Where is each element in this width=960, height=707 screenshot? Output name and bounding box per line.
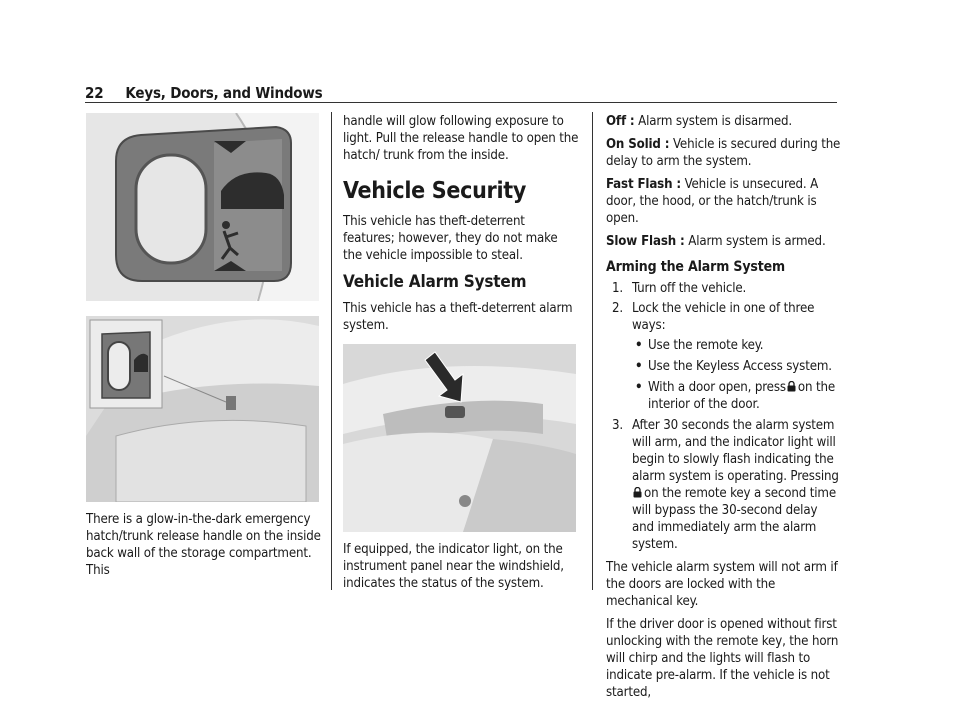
bullet-remote-key: • Use the remote key. — [632, 337, 842, 354]
step-number: 3. — [612, 418, 624, 433]
lock-icon — [633, 487, 642, 498]
continued-text: handle will glow following exposure to light. Pull the release handle to open the hatch/ trunk from the inside. — [343, 114, 579, 163]
step-1 — [606, 280, 842, 297]
status-fast-flash — [606, 176, 842, 227]
storage-compartment-illustration — [86, 316, 319, 502]
column-divider-1 — [331, 112, 332, 590]
column-divider-2 — [592, 112, 593, 590]
status-label: On Solid : — [606, 137, 670, 152]
storage-compartment-figure — [86, 316, 319, 502]
heading-vehicle-security: Vehicle Security — [343, 178, 527, 204]
security-paragraph: This vehicle has theft-deterrent features; however, they do not make the vehicle impossible to steal. — [343, 214, 558, 263]
step-number: 2. — [612, 301, 624, 316]
lock-methods-list — [632, 337, 842, 413]
arming-steps — [606, 280, 842, 553]
status-desc: Vehicle is secured during the delay to arm the system. — [606, 137, 841, 169]
driver-door-paragraph: If the driver door is opened without first unlocking with the remote key, the horn will chirp and the lights will flash to indicate pre-alarm. If the vehicle is not started, — [606, 617, 839, 700]
status-off — [606, 113, 842, 130]
mechanical-key-paragraph: The vehicle alarm system will not arm if the doors are locked with the mechanical key. — [606, 560, 838, 609]
status-desc: Alarm system is disarmed. — [638, 114, 793, 129]
status-on-solid — [606, 136, 842, 170]
step-text: Lock the vehicle in one of three ways: — [632, 301, 815, 333]
column-1 — [86, 113, 322, 585]
status-label: Off : — [606, 114, 635, 129]
release-handle-figure — [86, 113, 319, 301]
header-rule — [85, 102, 837, 103]
page-header — [85, 84, 322, 102]
column-3 — [606, 113, 842, 707]
heading-vehicle-alarm-system: Vehicle Alarm System — [343, 272, 527, 292]
bullet-door-lock: • With a door open, press on the interior of the door. — [632, 379, 842, 413]
page-number: 22 — [85, 84, 104, 102]
step-text: Turn off the vehicle. — [632, 281, 747, 296]
status-slow-flash — [606, 233, 842, 250]
lock-icon — [787, 381, 796, 392]
step-2 — [606, 300, 842, 413]
status-label: Slow Flash : — [606, 234, 685, 249]
step-3: 3. After 30 seconds the alarm system will arm, and the indicator light will begin to slowly flash indicating the alarm system is operating. Pressingon the remote key a second time will bypass the 30-second delay and immediately arm the alarm system. — [612, 418, 839, 552]
step-number: 1. — [612, 281, 624, 296]
release-handle-text: There is a glow-in-the-dark emergency hatch/trunk release handle on the inside back wall of the storage compartment. This — [86, 512, 321, 578]
indicator-light-figure — [343, 344, 576, 532]
heading-arming-alarm: Arming the Alarm System — [606, 259, 785, 275]
alarm-paragraph: This vehicle has a theft-deterrent alarm system. — [343, 301, 573, 333]
indicator-light-illustration — [343, 344, 576, 532]
release-handle-illustration — [86, 113, 319, 301]
status-desc: Alarm system is armed. — [688, 234, 826, 249]
status-desc: Vehicle is unsecured. A door, the hood, or the hatch/trunk is open. — [606, 177, 819, 226]
column-2 — [343, 113, 579, 598]
indicator-paragraph: If equipped, the indicator light, on the instrument panel near the windshield, indicates the status of the system. — [343, 542, 564, 591]
status-label: Fast Flash : — [606, 177, 681, 192]
section-title: Keys, Doors, and Windows — [125, 84, 323, 102]
bullet-keyless-access: • Use the Keyless Access system. — [632, 358, 842, 375]
